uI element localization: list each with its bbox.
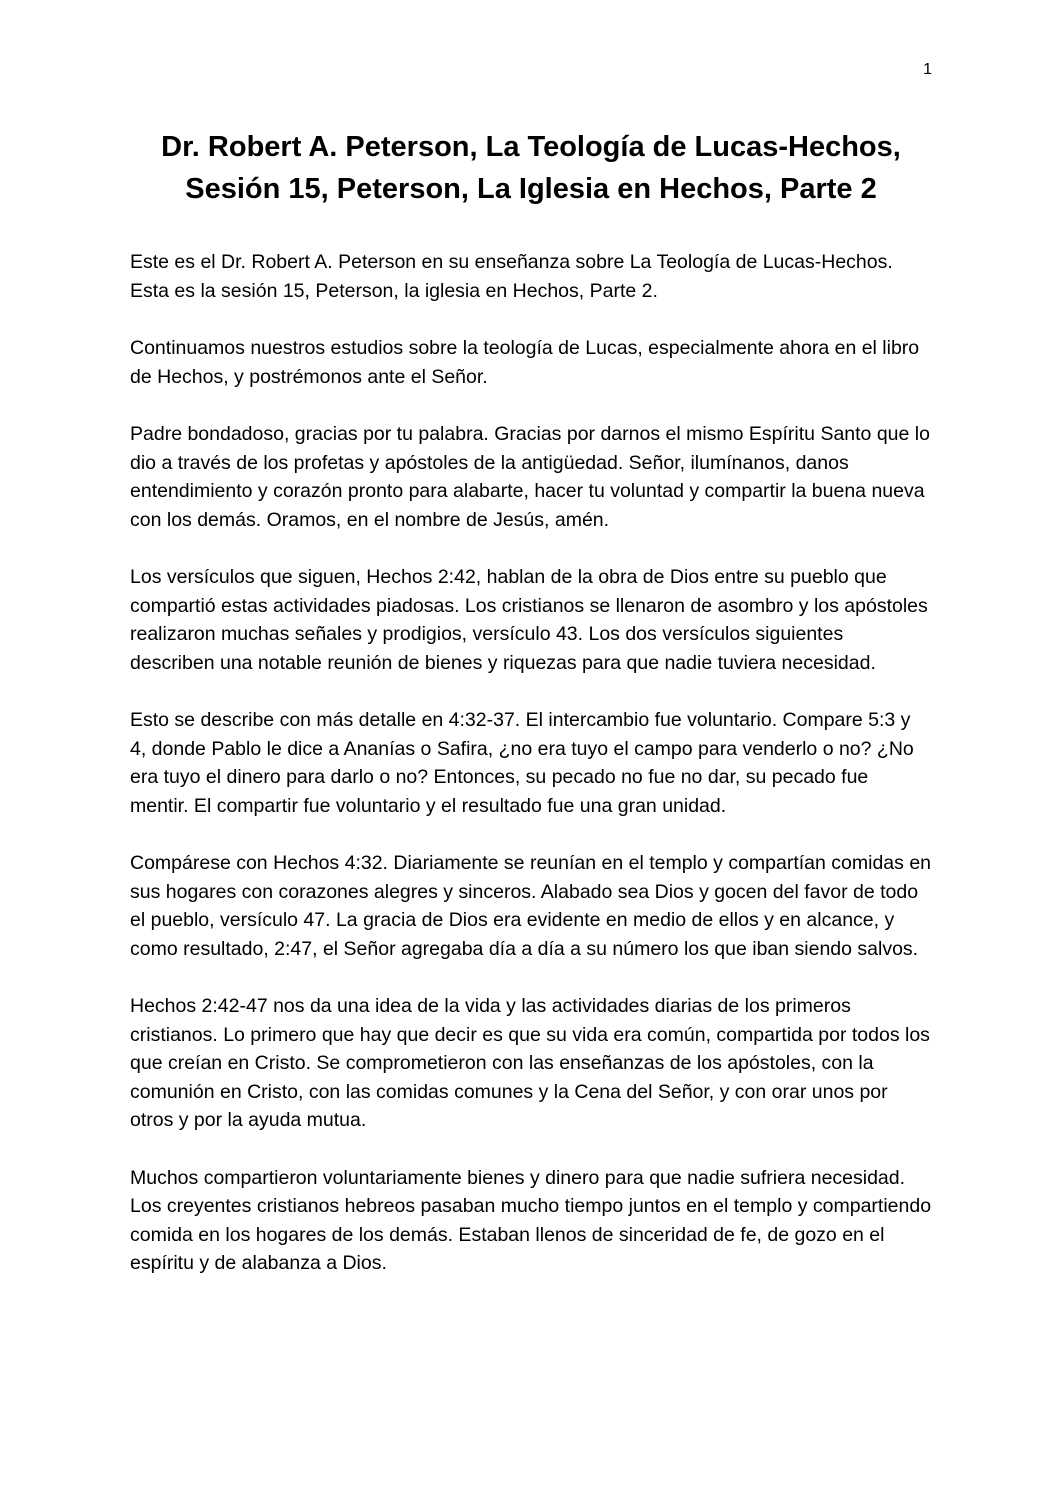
paragraph-detalle-4-32-37: Esto se describe con más detalle en 4:32-37. El intercambio fue voluntario. Compare 5:3 y 4, donde Pablo le dice a Ananías o Safira, ¿no era tuyo el campo para venderlo o no? ¿No era tuyo el dinero para darlo o no? Entonces, su pecado no fue no dar, su pecado fue mentir. El compartir fue voluntario y el resultado fue una gran unidad. [130, 709, 914, 817]
paragraph-hechos-2-42-47: Hechos 2:42-47 nos da una idea de la vida y las actividades diarias de los primeros cristianos. Lo primero que hay que decir es que su vida era común, compartida por todos los que creían en Cristo. Se comprometieron con las enseñanzas de los apóstoles, con la comunión en Cristo, con las comidas comunes y la Cena del Señor, y con orar unos por otros y por la ayuda mutua. [130, 995, 930, 1131]
document-title-line-1: Dr. Robert A. Peterson, La Teología de Lucas-Hechos, [161, 131, 901, 163]
page-number: 1 [923, 61, 932, 78]
document-title [130, 126, 932, 210]
document-title-line-2: Sesión 15, Peterson, La Iglesia en Hechos, Parte 2 [185, 173, 877, 205]
paragraph-comparese-4-32: Compárese con Hechos 4:32. Diariamente se reunían en el templo y compartían comidas en sus hogares con corazones alegres y sinceros. Alabado sea Dios y gocen del favor de todo el pueblo, versículo 47. La gracia de Dios era evidente en medio de ellos y en alcance, y como resultado, 2:47, el Señor agregaba día a día a su número los que iban siendo salvos. [130, 852, 932, 960]
paragraph-intro: Este es el Dr. Robert A. Peterson en su enseñanza sobre La Teología de Lucas-Hechos. Esta es la sesión 15, Peterson, la iglesia en Hechos, Parte 2. [130, 251, 893, 302]
paragraph-oracion: Padre bondadoso, gracias por tu palabra. Gracias por darnos el mismo Espíritu Santo que lo dio a través de los profetas y apóstoles de la antigüedad. Señor, ilumínanos, danos entendimiento y corazón pronto para alabarte, hacer tu voluntad y compartir la buena nueva con los demás. Oramos, en el nombre de Jesús, amén. [130, 423, 930, 531]
paragraph-continuamos: Continuamos nuestros estudios sobre la teología de Lucas, especialmente ahora en el libro de Hechos, y postrémonos ante el Señor. [130, 337, 920, 388]
paragraph-versiculos-2-42: Los versículos que siguen, Hechos 2:42, hablan de la obra de Dios entre su pueblo que compartió estas actividades piadosas. Los cristianos se llenaron de asombro y los apóstoles realizaron muchas señales y prodigios, versículo 43. Los dos versículos siguientes describen una notable reunión de bienes y riquezas para que nadie tuviera necesidad. [130, 566, 928, 674]
paragraph-compartieron-bienes: Muchos compartieron voluntariamente bienes y dinero para que nadie sufriera necesidad. Los creyentes cristianos hebreos pasaban mucho tiempo juntos en el templo y compartiendo comida en los hogares de los demás. Estaban llenos de sinceridad de fe, de gozo en el espíritu y de alabanza a Dios. [130, 1166, 932, 1274]
